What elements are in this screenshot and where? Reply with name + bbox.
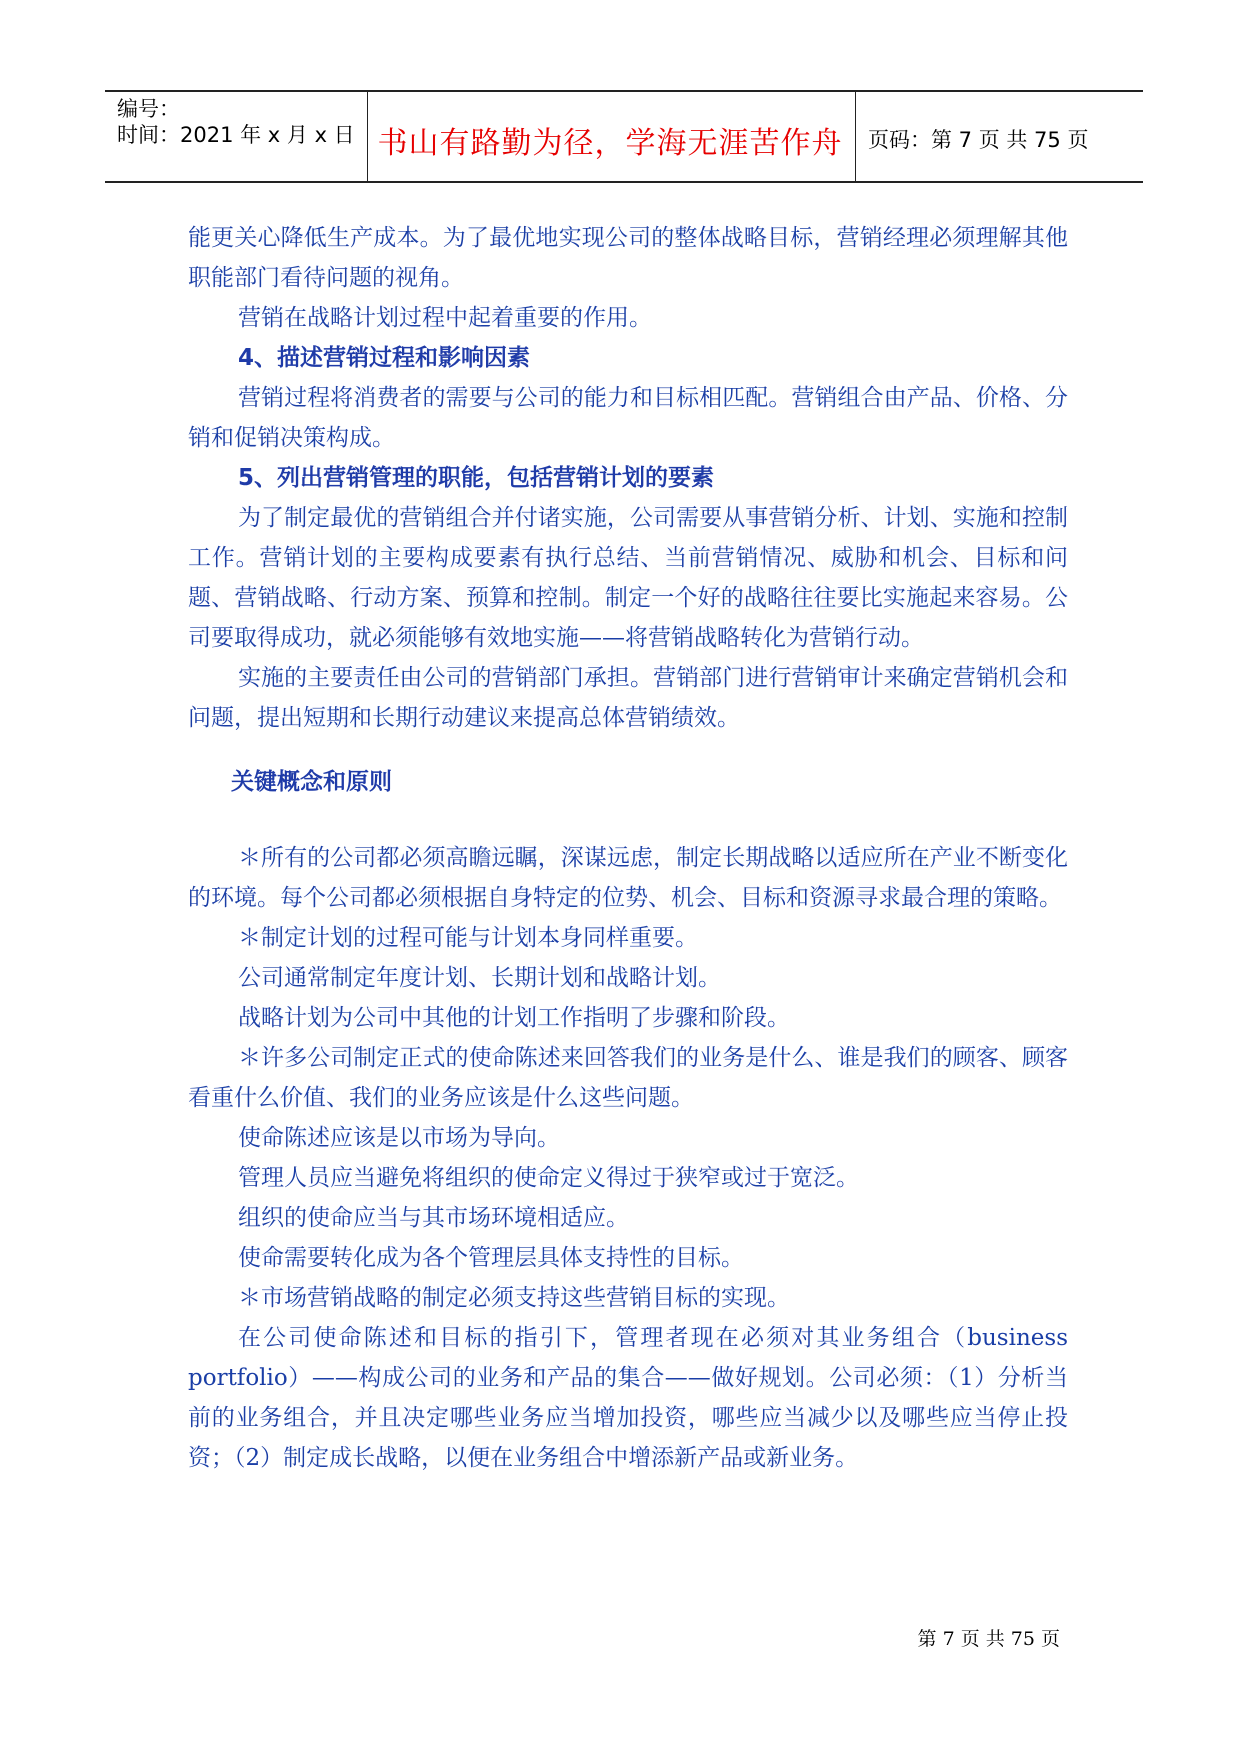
header-divider-left xyxy=(367,90,368,183)
header-number-label: 编号： xyxy=(117,97,180,121)
page-footer: 第 7 页 共 75 页 xyxy=(917,1628,1060,1650)
header-motto: 书山有路勤为径，学海无涯苦作舟 xyxy=(377,126,843,161)
principle-item: ＊制定计划的过程可能与计划本身同样重要。 xyxy=(238,925,698,951)
header-bottom-rule xyxy=(105,181,1143,183)
principle-item: 公司通常制定年度计划、长期计划和战略计划。 xyxy=(238,965,721,991)
header-page-label: 页码：第 7 页 共 75 页 xyxy=(868,128,1089,152)
section-heading-4: 4、描述营销过程和影响因素 xyxy=(238,345,531,371)
principle-item: ＊许多公司制定正式的使命陈述来回答我们的业务是什么、谁是我们的顾客、顾客看重什么价值、我们的业务应该是什么这些问题。 xyxy=(188,1045,1068,1111)
principle-item: 在公司使命陈述和目标的指引下，管理者现在必须对其业务组合（business portfolio）——构成公司的业务和产品的集合——做好规划。公司必须：（1）分析当前的业务组合，并且决定哪些业务应当增加投资，哪些应当减少以及哪些应当停止投资；（2）制定成长战略，以便在业务组合中增添新产品或新业务。 xyxy=(188,1325,1068,1471)
paragraph: 实施的主要责任由公司的营销部门承担。营销部门进行营销审计来确定营销机会和问题，提出短期和长期行动建议来提高总体营销绩效。 xyxy=(188,665,1068,731)
key-concepts-heading: 关键概念和原则 xyxy=(231,769,392,795)
paragraph: 为了制定最优的营销组合并付诸实施，公司需要从事营销分析、计划、实施和控制工作。营销计划的主要构成要素有执行总结、当前营销情况、威胁和机会、目标和问题、营销战略、行动方案、预算和控制。制定一个好的战略往往要比实施起来容易。公司要取得成功，就必须能够有效地实施——将营销战略转化为营销行动。 xyxy=(188,505,1068,651)
section-heading-5: 5、列出营销管理的职能，包括营销计划的要素 xyxy=(238,465,715,491)
document-body xyxy=(188,218,1068,1478)
principle-item: ＊所有的公司都必须高瞻远瞩，深谋远虑，制定长期战略以适应所在产业不断变化的环境。每个公司都必须根据自身特定的位势、机会、目标和资源寻求最合理的策略。 xyxy=(188,845,1068,911)
paragraph: 营销过程将消费者的需要与公司的能力和目标相匹配。营销组合由产品、价格、分销和促销决策构成。 xyxy=(188,385,1068,451)
header-time-label: 时间：2021 年 x 月 x 日 xyxy=(117,123,355,147)
paragraph: 能更关心降低生产成本。为了最优地实现公司的整体战略目标，营销经理必须理解其他职能部门看待问题的视角。 xyxy=(188,225,1068,291)
principle-item: ＊市场营销战略的制定必须支持这些营销目标的实现。 xyxy=(238,1285,790,1311)
principle-item: 使命需要转化成为各个管理层具体支持性的目标。 xyxy=(238,1245,744,1271)
header-top-rule xyxy=(105,90,1143,92)
principle-item: 组织的使命应当与其市场环境相适应。 xyxy=(238,1205,629,1231)
paragraph: 营销在战略计划过程中起着重要的作用。 xyxy=(238,305,652,331)
header-divider-right xyxy=(855,90,856,183)
principle-item: 管理人员应当避免将组织的使命定义得过于狭窄或过于宽泛。 xyxy=(238,1165,859,1191)
principle-item: 使命陈述应该是以市场为导向。 xyxy=(238,1125,560,1151)
principle-item: 战略计划为公司中其他的计划工作指明了步骤和阶段。 xyxy=(238,1005,790,1031)
